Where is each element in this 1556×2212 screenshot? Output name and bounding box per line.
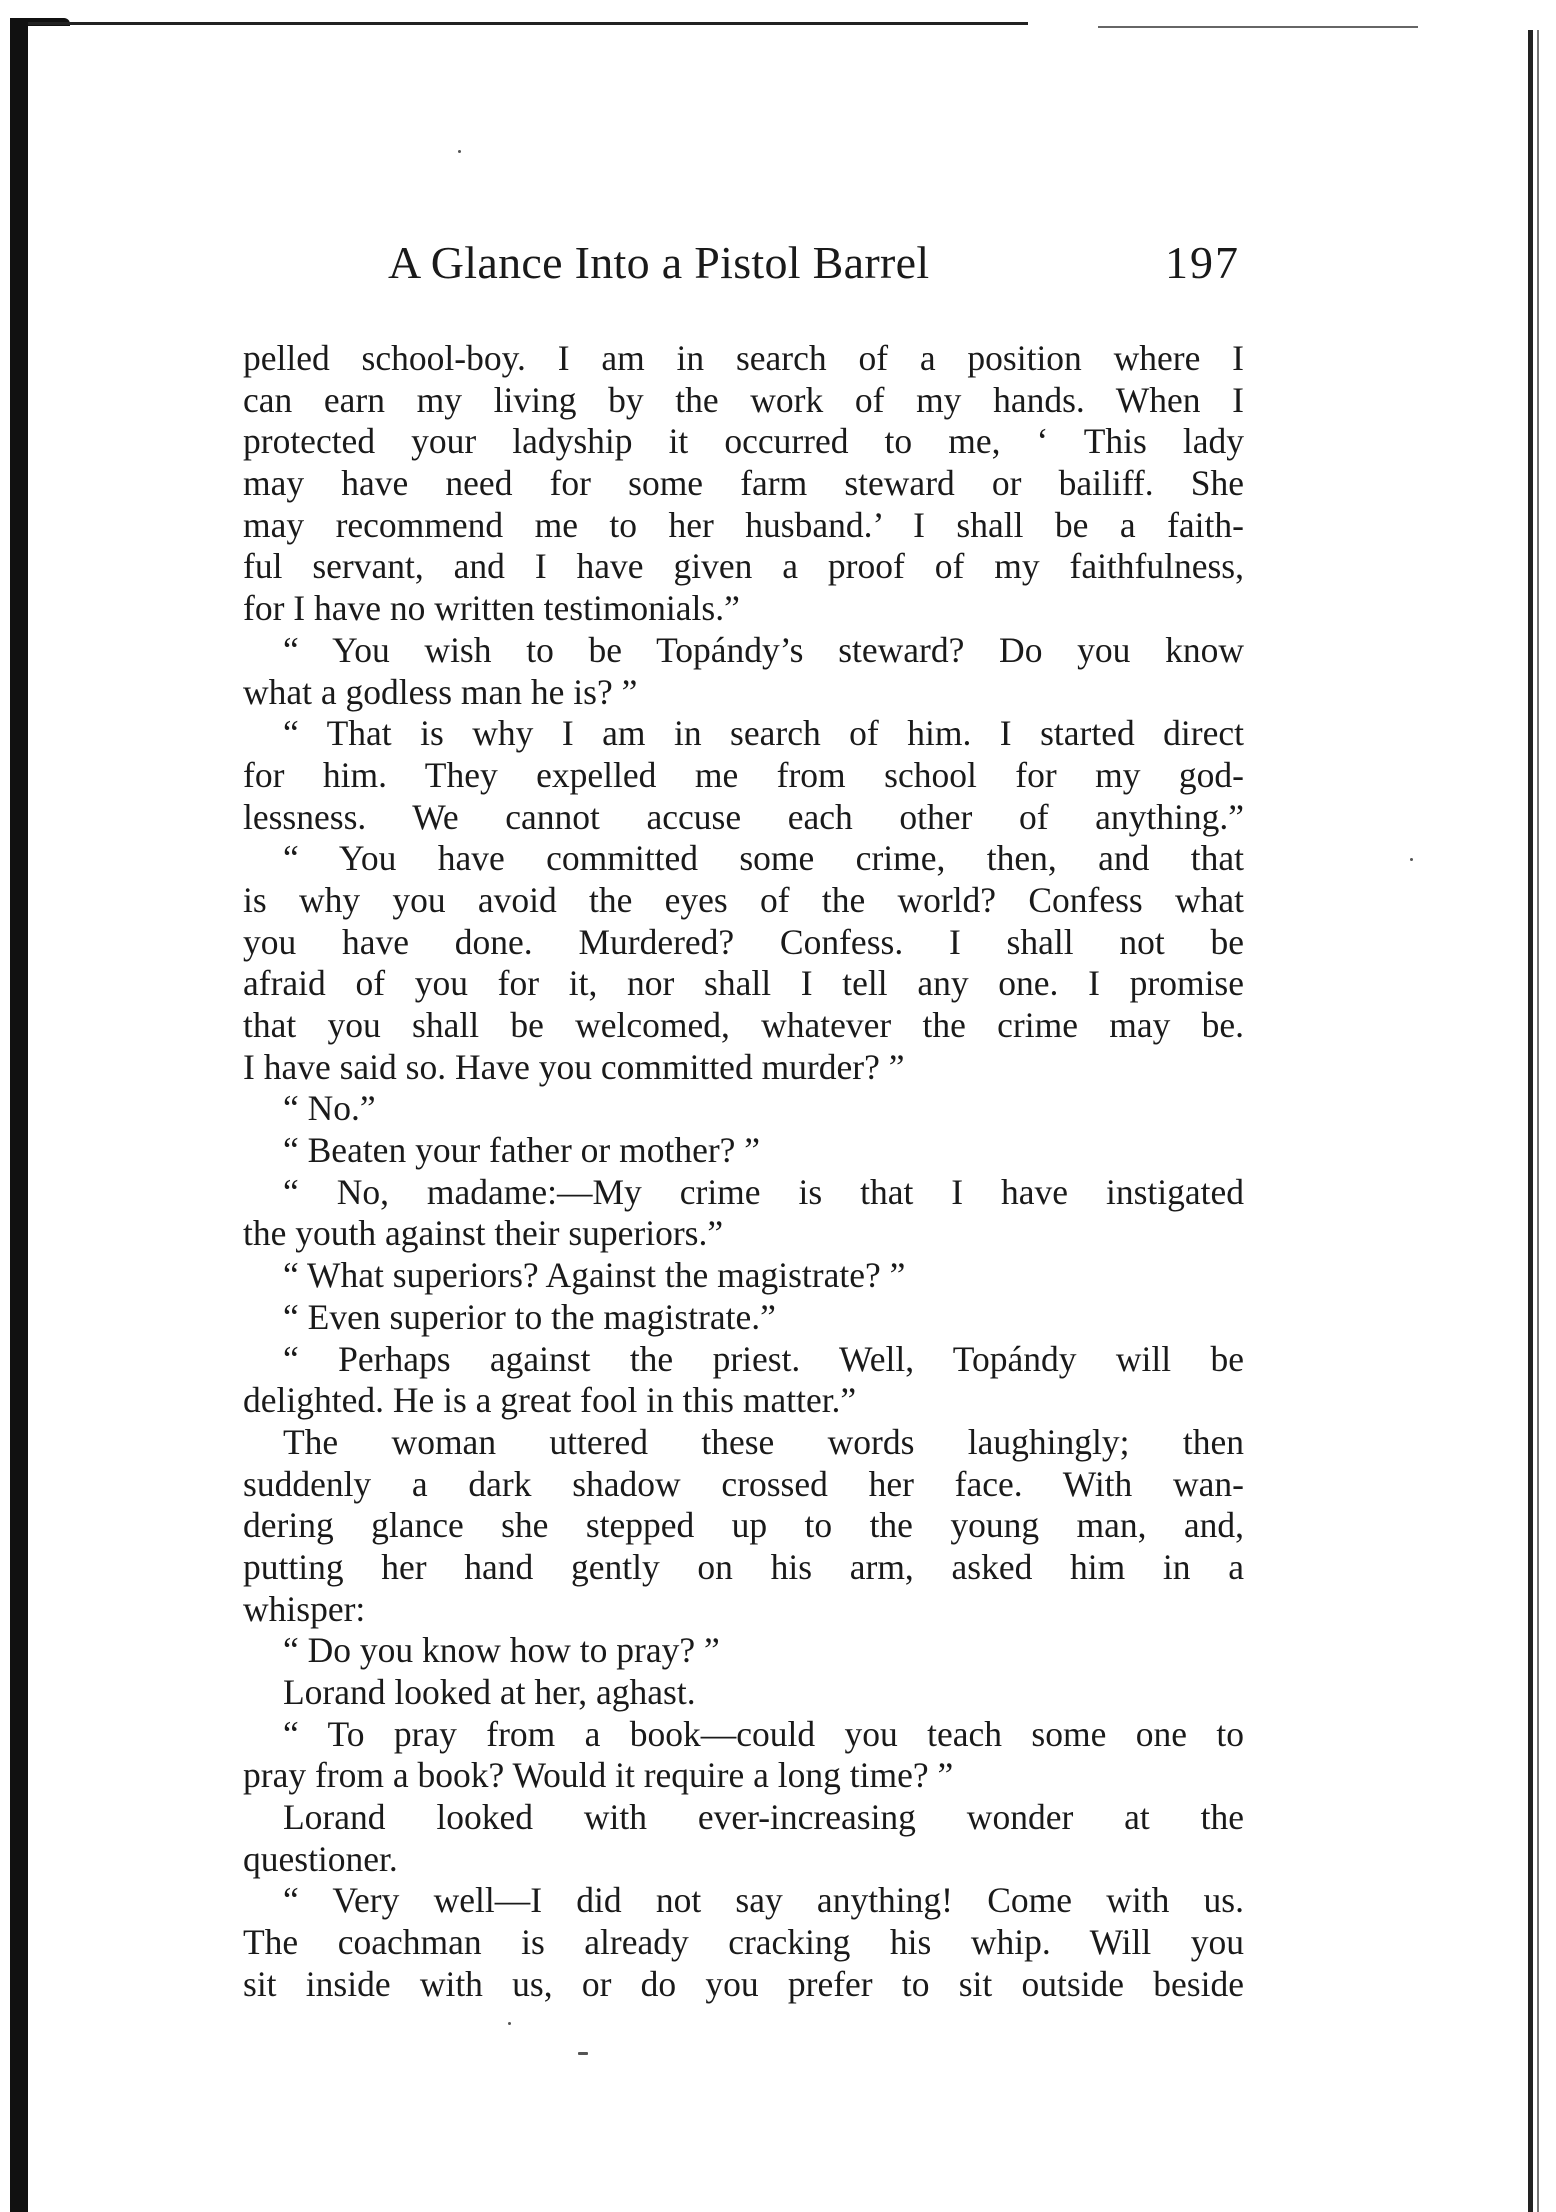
text-line: afraid of you for it, nor shall I tell any one. I promise <box>243 963 1244 1004</box>
text-line: you have done. Murdered? Confess. I shall not be <box>243 921 1244 962</box>
top-edge-rule-right <box>1098 26 1418 28</box>
text-line: is why you avoid the eyes of the world? Confess what <box>243 879 1244 920</box>
text-line: “ Do you know how to pray? ” <box>283 1630 720 1671</box>
text-line: Lorand looked at her, aghast. <box>283 1672 696 1712</box>
text-line: may have need for some farm steward or bailiff. She <box>243 463 1244 504</box>
text-line: “ Beaten your father or mother? ” <box>283 1130 761 1171</box>
text-line: sit inside with us, or do you prefer to sit outside beside <box>243 1963 1244 2004</box>
text-line: “ That is why I am in search of him. I started direct <box>283 713 1244 754</box>
page-number: 197 <box>1165 237 1240 288</box>
text-line: delighted. He is a great fool in this matter.” <box>243 1380 857 1421</box>
text-line: ful servant, and I have given a proof of my faithfulness, <box>243 546 1244 587</box>
text-line: that you shall be welcomed, whatever the crime may be. <box>243 1005 1244 1045</box>
page-edge-right-thin <box>1537 30 1539 2212</box>
text-line: pelled school-boy. I am in search of a position where I <box>243 338 1244 378</box>
text-line: “ Even superior to the magistrate.” <box>283 1296 776 1337</box>
text-line: Lorand looked with ever-increasing wonder at the <box>283 1797 1244 1838</box>
text-line: dering glance she stepped up to the young man, and, <box>243 1505 1244 1546</box>
text-line: “ You have committed some crime, then, and that <box>283 838 1244 879</box>
running-title: A Glance Into a Pistol Barrel <box>388 237 930 288</box>
text-line: the youth against their superiors.” <box>243 1213 724 1254</box>
top-edge-rule <box>28 22 1028 25</box>
page-header <box>388 236 1240 308</box>
scan-speck <box>1410 858 1413 861</box>
text-line: for I have no written testimonials.” <box>243 588 740 629</box>
page-binding-edge-left <box>10 18 28 2212</box>
page-edge-right <box>1528 30 1533 2212</box>
text-line: can earn my living by the work of my hands. When I <box>243 379 1244 420</box>
text-line: whisper: <box>243 1588 366 1629</box>
text-line: what a godless man he is? ” <box>243 671 638 712</box>
text-line: suddenly a dark shadow crossed her face. With wan- <box>243 1463 1244 1504</box>
text-line: The woman uttered these words laughingly; then <box>283 1421 1244 1462</box>
text-line: pray from a book? Would it require a long time? ” <box>243 1755 954 1796</box>
text-line: “ Perhaps against the priest. Well, Topándy will be <box>283 1338 1244 1379</box>
text-line: I have said so. Have you committed murder? ” <box>243 1046 905 1087</box>
text-line: The coachman is already cracking his whip. Will you <box>243 1922 1244 1963</box>
text-line: “ No.” <box>283 1088 376 1129</box>
text-line: “ To pray from a book—could you teach some one to <box>283 1713 1244 1754</box>
text-line: “ You wish to be Topándy’s steward? Do you know <box>283 629 1244 670</box>
text-line: lessness. We cannot accuse each other of anything.” <box>243 796 1244 837</box>
text-line: may recommend me to her husband.’ I shall be a faith- <box>243 504 1244 545</box>
text-line: questioner. <box>243 1838 398 1879</box>
text-line: putting her hand gently on his arm, asked him in a <box>243 1546 1244 1587</box>
text-line: for him. They expelled me from school for my god- <box>243 754 1244 795</box>
text-line: “ What superiors? Against the magistrate? ” <box>283 1255 906 1296</box>
text-line: “ Very well—I did not say anything! Come with us. <box>283 1880 1244 1921</box>
text-line: “ No, madame:—My crime is that I have instigated <box>283 1171 1244 1212</box>
scan-speck <box>458 150 461 153</box>
scan-speck <box>578 2052 588 2055</box>
text-line: protected your ladyship it occurred to me, ‘ This lady <box>243 421 1244 462</box>
body-text <box>243 338 1244 2006</box>
scan-speck <box>508 2022 511 2025</box>
